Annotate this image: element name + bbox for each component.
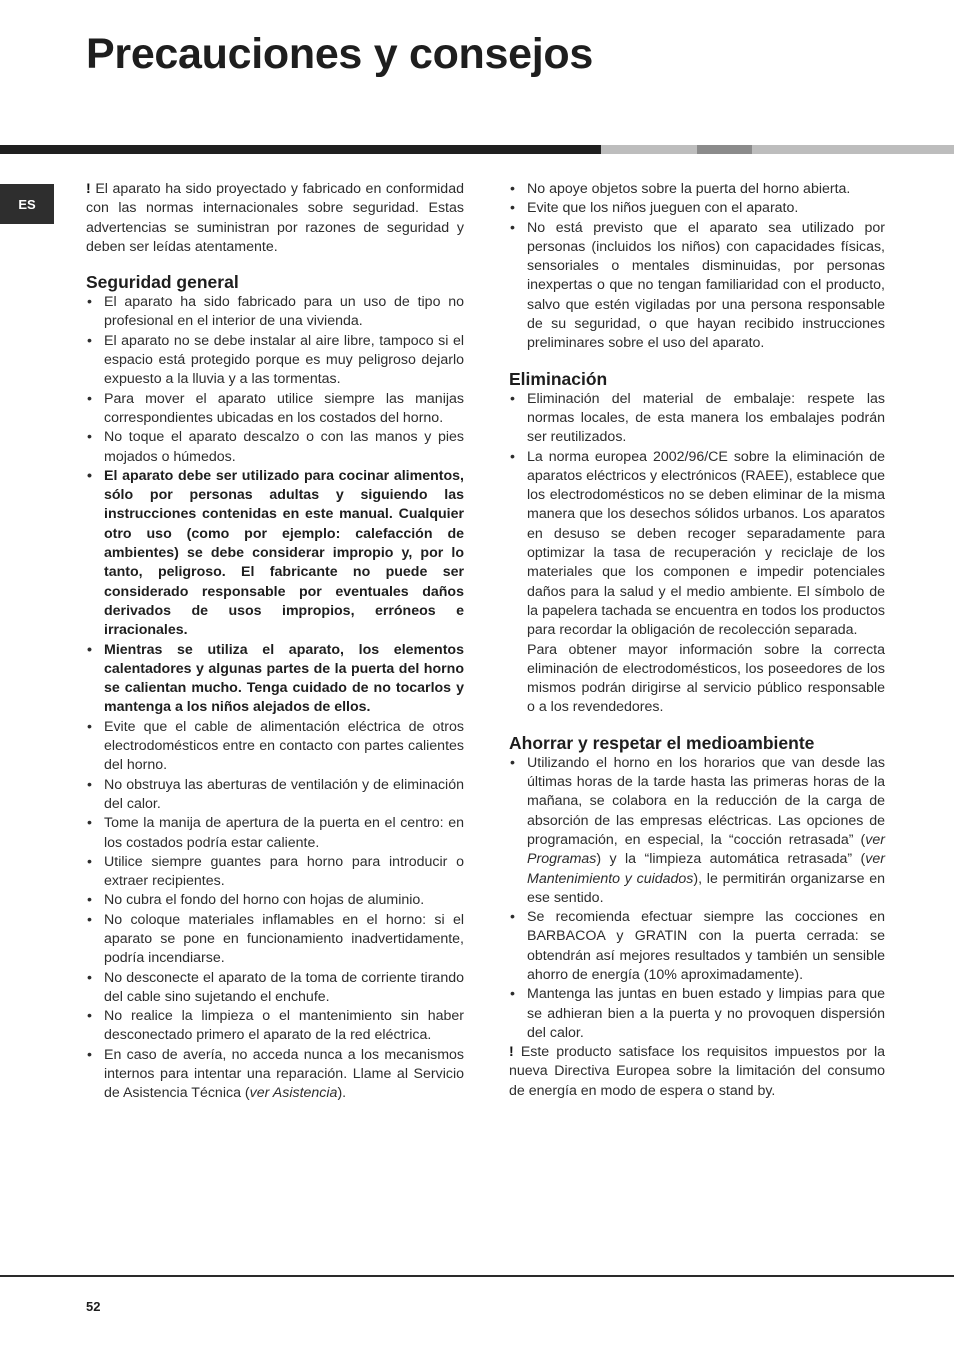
note-text: Este producto satisface los requisitos impuestos por la nueva Directiva Europea sobre la limitación del consumo de energía en modo de espera o stand by.	[509, 1044, 885, 1099]
warning-mark: !	[86, 181, 91, 197]
list-item-text: ), le permitirán organizarse en ese sentido.	[527, 870, 886, 906]
intro-text: El aparato ha sido proyectado y fabricado en conformidad con las normas internacionales sobre seguridad. Estas advertencias se suministran por razones de seguridad y deben ser leídas atentamente.	[86, 181, 464, 255]
list-item: • No está previsto que el aparato sea utilizado por personas (incluidos los niños) con capacidades físicas, sensoriales o mentales disminuidas, por personas inexpertas o que no tengan familiaridad con el producto, salvo que estén vigiladas por una persona responsable de su seguridad, o que hayan recibido instrucciones preliminares sobre el uso del aparato.	[509, 219, 885, 354]
disposal-continuation: Para obtener mayor información sobre la correcta eliminación de electrodomésticos, los poseedores de los mismos podrán dirigirse al servicio público responsable o a los revendedores.	[527, 641, 885, 716]
note-paragraph	[509, 1043, 885, 1101]
list-item-text: En caso de avería, no acceda nunca a los mecanismos internos para intentar una reparación. Llame al Servicio de Asistencia Técnica (	[104, 1046, 464, 1102]
list-item: • La norma europea 2002/96/CE sobre la eliminación de aparatos eléctricos y electrónicos (RAEE), establece que los electrodomésticos no se deben eliminar de la misma manera que los desechos sólidos urbanos. Los aparatos en desuso se deben recoger separadamente para optimizar la tasa de recuperación y reciclaje de los materiales que los componen e impedir potenciales daños para la salud y el medio ambiente. El símbolo de la papelera tachada se encuentra en todos los productos para recordar la obligación de recolección separada.	[509, 448, 885, 641]
list-item: • No apoye objetos sobre la puerta del horno abierta.	[509, 180, 885, 199]
list-item-text: ) y la “limpieza automática retrasada” (	[596, 851, 866, 868]
list-item-text-end: ).	[337, 1085, 347, 1102]
list-item-text: Utilizando el horno en los horarios que van desde las últimas horas de la tarde hasta las primeras horas de la mañana, se colabora en la reducción de la carga de absorción de las empresas eléctricas. Las opciones de programación, en especial, la “cocción retrasada” (	[527, 754, 885, 848]
list-item: • El aparato no se debe instalar al aire libre, tampoco si el espacio está protegido porque es muy peligroso dejarlo expuesto a la lluvia y a las tormentas.	[86, 332, 464, 390]
page-number: 52	[86, 1299, 101, 1314]
intro-paragraph	[86, 180, 464, 257]
left-column	[86, 180, 464, 1104]
list-item: • No desconecte el aparato de la toma de corriente tirando del cable sino sujetando el enchufe.	[86, 969, 464, 1008]
list-item: • Eliminación del material de embalaje: respete las normas locales, de esta manera los embalajes podrán ser reutilizados.	[509, 390, 885, 448]
safety-list-continued	[509, 180, 885, 354]
list-item: • El aparato ha sido fabricado para un uso de tipo no profesional en el interior de una vivienda.	[86, 293, 464, 332]
warning-mark: !	[509, 1044, 514, 1061]
list-item	[86, 1046, 464, 1104]
header-bar-light	[601, 145, 697, 154]
list-item: • Utilice siempre guantes para horno para introducir o extraer recipientes.	[86, 853, 464, 892]
cross-reference: ver Mantenimiento y cuidados	[527, 851, 885, 887]
energy-list	[509, 754, 885, 1043]
list-item-warning: • Mientras se utiliza el aparato, los elementos calentadores y algunas partes de la puerta del horno se calientan mucho. Tenga cuidado de no tocarlos y mantenga a los niños alejados de ellos.	[86, 641, 464, 718]
disposal-list	[509, 390, 885, 641]
list-item: • No coloque materiales inflamables en el horno: si el aparato se pone en funcionamiento inadvertidamente, podría incendiarse.	[86, 911, 464, 969]
list-item: • No obstruya las aberturas de ventilación y de eliminación del calor.	[86, 776, 464, 815]
heading-seguridad-general: Seguridad general	[86, 272, 239, 293]
list-item: • Tome la manija de apertura de la puerta en el centro: en los costados podría estar caliente.	[86, 814, 464, 853]
heading-eliminacion: Eliminación	[509, 368, 608, 389]
list-item	[509, 754, 885, 908]
list-item: • Evite que los niños jueguen con el aparato.	[509, 199, 885, 218]
list-item: • No realice la limpieza o el mantenimiento sin haber desconectado primero el aparato de la red eléctrica.	[86, 1007, 464, 1046]
list-item: • No cubra el fondo del horno con hojas de aluminio.	[86, 891, 464, 910]
list-item: • Evite que el cable de alimentación eléctrica de otros electrodomésticos entre en contacto con partes calientes del horno.	[86, 718, 464, 776]
list-item: • Mantenga las juntas en buen estado y limpias para que se adhieran bien a la puerta y no provoquen dispersión del calor.	[509, 985, 885, 1043]
header-bar-dark	[0, 145, 601, 154]
right-column	[509, 180, 885, 1101]
list-item: • Para mover el aparato utilice siempre las manijas correspondientes ubicadas en los costados del horno.	[86, 390, 464, 429]
cross-reference: ver Asistencia	[249, 1085, 338, 1102]
list-item: • No toque el aparato descalzo o con las manos y pies mojados o húmedos.	[86, 428, 464, 467]
list-item-warning: • El aparato debe ser utilizado para cocinar alimentos, sólo por personas adultas y siguiendo las instrucciones contenidas en este manual. Cualquier otro uso (como por ejemplo: calefacción de ambientes) se debe considerar impropio y, por lo tanto, peligroso. El fabricante no puede ser considerado responsable por eventuales daños derivados de usos impropios, erróneos e irracionales.	[86, 467, 464, 641]
header-bar-mid	[697, 145, 752, 154]
footer-rule	[0, 1275, 954, 1277]
language-tab: ES	[0, 184, 54, 224]
heading-ahorrar: Ahorrar y respetar el medioambiente	[509, 732, 815, 753]
cross-reference: ver Programas	[527, 831, 885, 868]
safety-list	[86, 293, 464, 1103]
page-title: Precauciones y consejos	[86, 30, 593, 78]
header-bar-light-end	[752, 145, 954, 154]
list-item: • Se recomienda efectuar siempre las cocciones en BARBACOA y GRATIN con la puerta cerrada: se obtendrán así mejores resultados y también un sensible ahorro de energía (10% aproximadamente).	[509, 908, 885, 985]
